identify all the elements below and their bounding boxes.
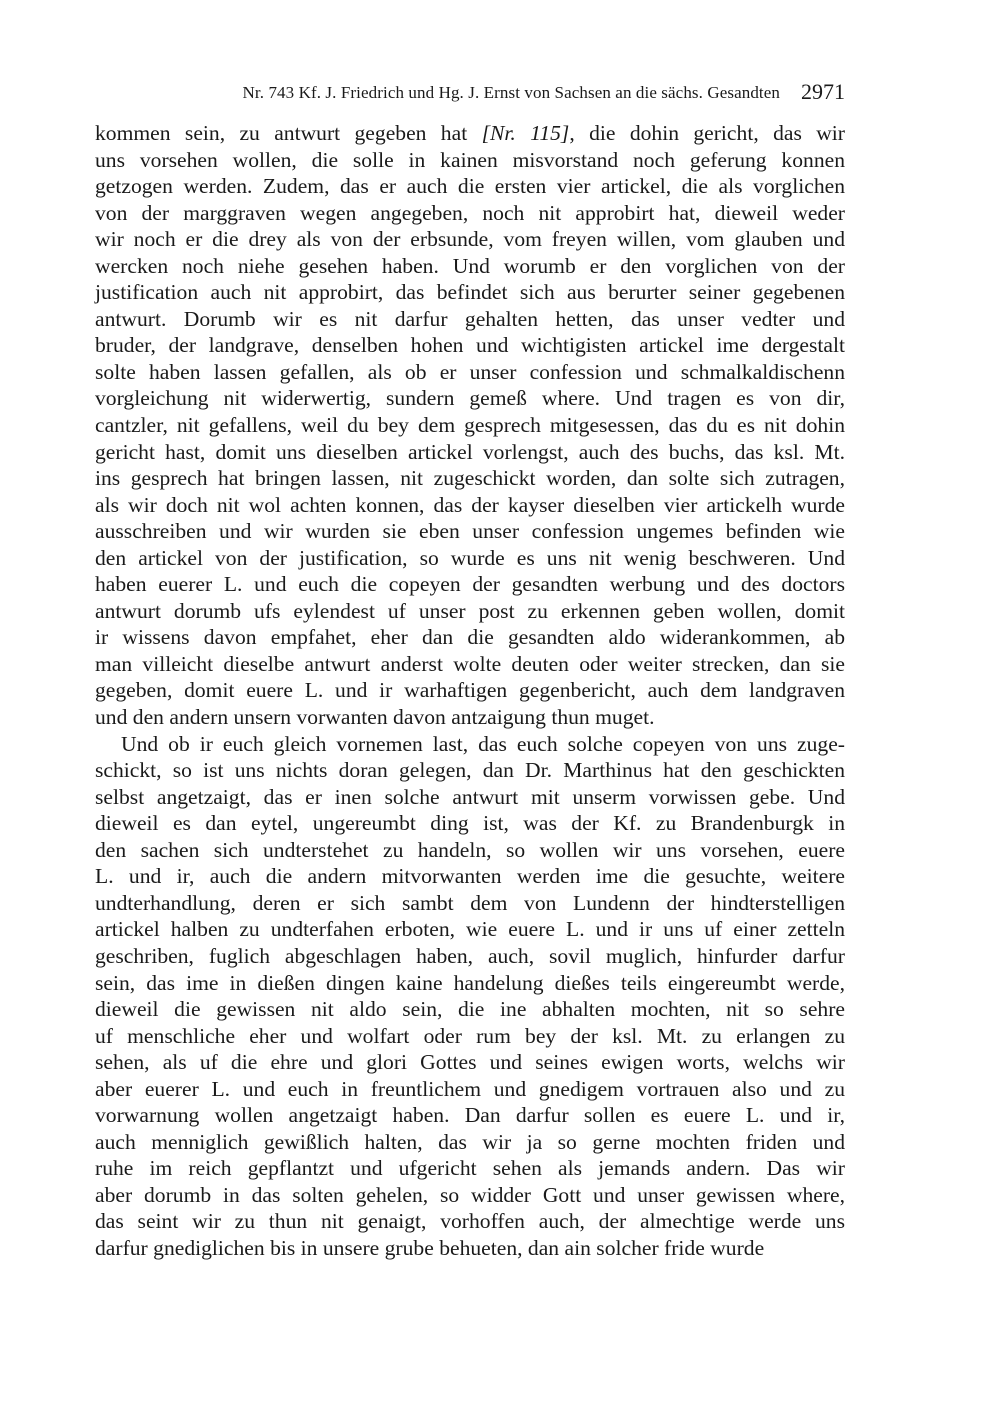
text-line-content: wir noch er die drey als von der erbsunde, vom freyen willen, vom glauben und [95, 227, 845, 252]
text-line-content: antwurt dorumb ufs eylendest uf unser post zu erkennen geben wollen, domit [95, 598, 845, 623]
text-line-content: selbst angetzaigt, das er inen solche antwurt mit unserm vorwissen gebe. Und [95, 784, 845, 809]
text-line [95, 545, 845, 572]
text-line [95, 147, 845, 174]
text-line-content: das seint wir zu thun nit genaigt, vorhoffen auch, der almechtige werde uns [95, 1209, 845, 1234]
text-line [95, 332, 845, 359]
text-line-content: getzogen werden. Zudem, das er auch die ersten vier artickel, die als vorglichen [95, 174, 845, 199]
text-line [95, 200, 845, 227]
text-line [95, 492, 845, 519]
text-line [95, 1208, 845, 1235]
text-line [95, 1049, 845, 1076]
text-line-content: auch menniglich gewißlich halten, das wir ja so gerne mochten friden und [95, 1129, 845, 1154]
text-line-content: sehen, als uf die ehre und glori Gottes und seines ewigen worts, welchs wir [95, 1050, 845, 1075]
text-line [95, 916, 845, 943]
text-line [95, 1182, 845, 1209]
text-line-content: den sachen sich undterstehet zu handeln, so wollen wir uns vorsehen, euere [95, 837, 845, 862]
text-line-content: haben euerer L. und euch die copeyen der gesandten werbung und des doctors [95, 572, 845, 597]
text-line [95, 173, 845, 200]
text-line [95, 704, 845, 731]
running-title: Nr. 743 Kf. J. Friedrich und Hg. J. Ernst von Sachsen an die sächs. Gesandten [242, 83, 780, 102]
text-line [95, 1102, 845, 1129]
text-line-content: vorwarnung wollen angetzaigt haben. Dan darfur sollen es euere L. und ir, [95, 1103, 845, 1128]
text-line-content: schickt, so ist uns nichts doran gelegen, dan Dr. Marthinus hat den geschickten [95, 758, 845, 783]
text-line [95, 571, 845, 598]
text-line-content: dieweil die gewissen nit aldo sein, die ine abhalten mochten, nit so sehre [95, 997, 845, 1022]
text-line-content: den artickel von der justification, so wurde es uns nit wenig beschweren. Und [95, 545, 845, 570]
text-line-content: uns vorsehen wollen, die solle in kainen misvorstand noch geferung konnen [95, 147, 845, 172]
text-segment: kommen sein, zu antwurt gegeben hat [95, 121, 482, 145]
text-line [95, 996, 845, 1023]
text-line [95, 465, 845, 492]
text-line-content: cantzler, nit gefallens, weil du bey dem gesprech mitgesessen, das du es nit dohin [95, 413, 845, 438]
running-header [95, 80, 845, 108]
text-line [95, 1129, 845, 1156]
text-line [95, 677, 845, 704]
text-line [95, 757, 845, 784]
text-line-content: undterhandlung, deren er sich sambt dem von Lundenn der hindterstelligen [95, 890, 845, 915]
text-line [95, 306, 845, 333]
text-line [95, 1235, 845, 1262]
text-line-content: dieweil es dan eytel, ungereumbt ding ist, was der Kf. zu Brandenburgk in [95, 811, 845, 836]
text-line [95, 943, 845, 970]
text-line-content: darfur gnediglichen bis in unsere grube behueten, dan ain solcher fride wurde [95, 1235, 765, 1260]
text-line [95, 518, 845, 545]
text-line [95, 120, 845, 147]
text-line [95, 279, 845, 306]
body-text [95, 120, 845, 1262]
text-line-content: aber dorumb in das solten gehelen, so widder Gott und unser gewissen where, [95, 1182, 845, 1207]
text-line [95, 359, 845, 386]
text-line [95, 731, 845, 758]
text-line [95, 970, 845, 997]
text-line-content: bruder, der landgrave, denselben hohen und wichtigisten artickel ime dergestalt [95, 333, 845, 358]
text-line-content: artickel halben zu undterfahen erboten, wie euere L. und ir uns uf einer zetteln [95, 917, 845, 942]
text-line-content: man villeicht dieselbe antwurt anderst wolte deuten oder weiter strecken, dan sie [95, 651, 845, 676]
text-line-content: ins gesprech hat bringen lassen, nit zugeschickt worden, dan solte sich zutragen, [95, 466, 845, 491]
text-line [95, 1155, 845, 1182]
text-line-content: ruhe im reich gepflantzt und ufgericht sehen als jemands andern. Das wir [95, 1156, 845, 1181]
text-line [95, 863, 845, 890]
text-segment: , die dohin gericht, das wir [569, 121, 845, 145]
text-line [95, 624, 845, 651]
text-line-content: L. und ir, auch die andern mitvorwanten werden ime die gesuchte, weitere [95, 864, 845, 889]
text-line [95, 1076, 845, 1103]
text-line-content: als wir doch nit wol achten konnen, das der kayser dieselben vier artickelh wurde [95, 492, 845, 517]
text-line [95, 385, 845, 412]
text-line-content: gericht hast, domit uns dieselben artickel vorlengst, auch des buchs, das ksl. Mt. [95, 439, 845, 464]
cross-reference: [Nr. 115] [481, 121, 570, 145]
text-line-content: aber euerer L. und euch in freuntlichem und gnedigem vortrauen also und zu [95, 1076, 845, 1101]
text-line [95, 837, 845, 864]
text-line [95, 1023, 845, 1050]
text-line [95, 412, 845, 439]
page-number: 2971 [801, 79, 845, 104]
text-line [95, 890, 845, 917]
text-line [95, 439, 845, 466]
text-line-content: solte haben lassen gefallen, als ob er unser confession und schmalkaldischenn [95, 359, 845, 384]
text-line-content: gegeben, domit euere L. und ir warhaftigen gegenbericht, auch dem landgraven [95, 678, 845, 703]
text-line-content: geschriben, fuglich abgeschlagen haben, auch, sovil muglich, hinfurder darfur [95, 943, 845, 968]
text-line [95, 226, 845, 253]
text-line-content: ausschreiben und wir wurden sie eben unser confession ungemes befinden wie [95, 519, 845, 544]
text-line-content: sein, das ime in dießen dingen kaine handelung dießes teils eingereumbt werde, [95, 970, 845, 995]
text-line-content: antwurt. Dorumb wir es nit darfur gehalten hetten, das unser vedter und [95, 306, 845, 331]
text-line [95, 598, 845, 625]
text-line [95, 253, 845, 280]
text-line [95, 784, 845, 811]
text-line-content: ir wissens davon empfahet, eher dan die gesandten aldo widerankommen, ab [95, 625, 845, 650]
text-line-content: Und ob ir euch gleich vornemen last, das euch solche copeyen von uns zuge- [121, 731, 845, 756]
text-line-content: und den andern unsern vorwanten davon antzaigung thun muget. [95, 705, 655, 730]
text-line-content: uf menschliche eher und wolfart oder rum bey der ksl. Mt. zu erlangen zu [95, 1023, 845, 1048]
text-line-content: justification auch nit approbirt, das befindet sich aus berurter seiner gegebenen [95, 280, 845, 305]
text-line-content: vorgleichung nit widerwertig, sundern gemeß where. Und tragen es von dir, [95, 386, 845, 411]
text-line [95, 651, 845, 678]
text-line-content: wercken noch niehe gesehen haben. Und worumb er den vorglichen von der [95, 253, 845, 278]
text-line [95, 810, 845, 837]
text-line-content: von der marggraven wegen angegeben, noch nit approbirt hat, dieweil weder [95, 200, 845, 225]
